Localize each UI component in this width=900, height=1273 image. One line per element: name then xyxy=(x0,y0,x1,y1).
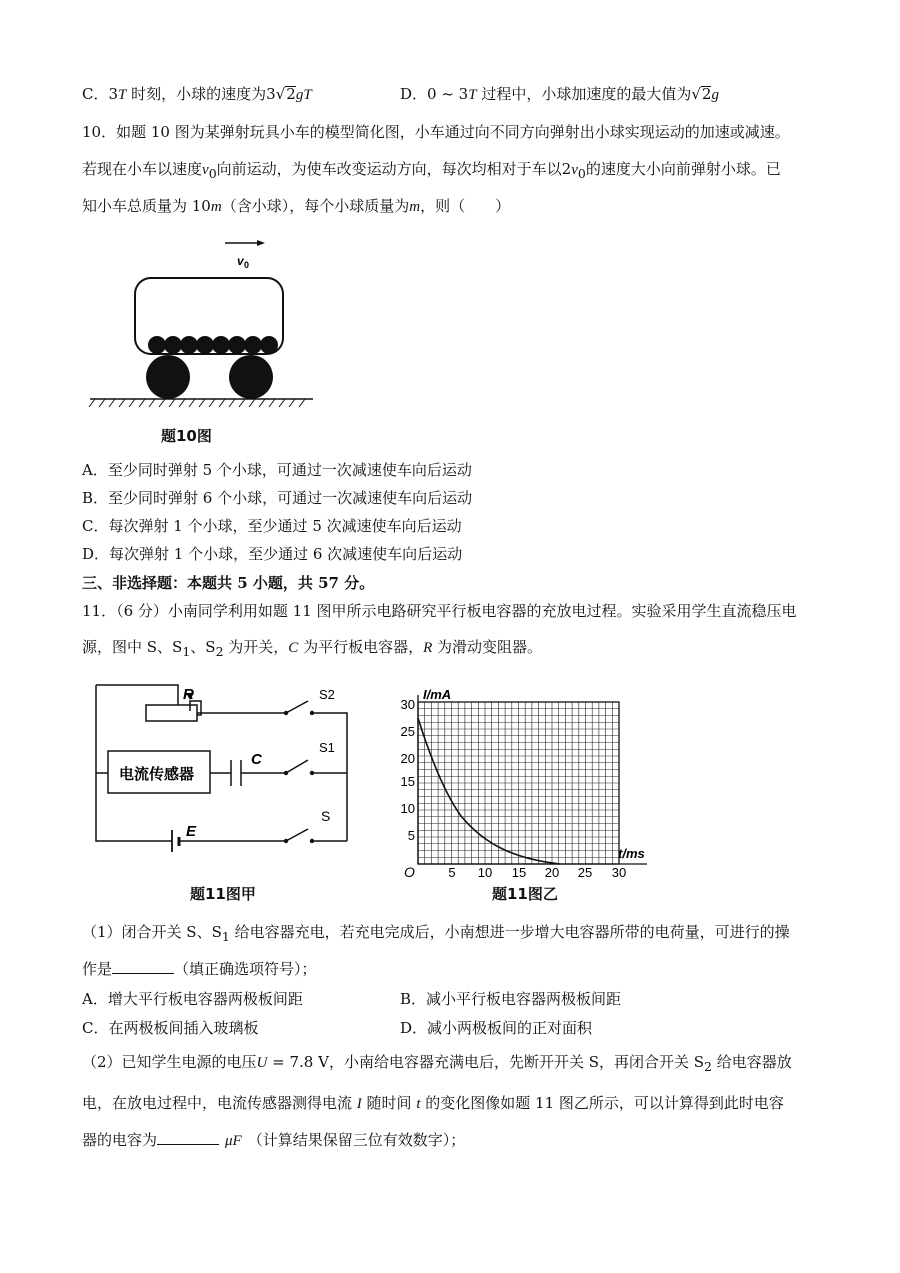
q10-stem-line1: 10．如题 10 图为某弹射玩具小车的模型简化图，小车通过向不同方向弹射出小球实现运动的加速或减速。 xyxy=(82,123,790,141)
q11-p1-option-a: A．增大平行板电容器两极板间距 xyxy=(82,990,303,1008)
q11-part2-line1: （2）已知学生电源的电压U = 7.8 V，小南给电容器充满电后，先断开开关 S，再闭合开关 $S_2$ 给电容器放 xyxy=(82,1053,792,1074)
q11-p1-option-d: D．减小两极板间的正对面积 xyxy=(400,1019,593,1037)
q10-stem-line3: 知小车总质量为 10m（含小球），每个小球质量为m，则（ ） xyxy=(82,197,511,215)
x-axis-label: t/ms xyxy=(618,846,645,861)
circuit-caption: 题11图甲 xyxy=(190,885,256,903)
x-tick-5: 5 xyxy=(448,865,456,880)
y-tick-5: 5 xyxy=(407,828,415,843)
y-tick-10: 10 xyxy=(400,801,415,816)
q10-option-d: D．每次弹射 1 个小球，至少通过 6 次减速使车向后运动 xyxy=(82,545,463,563)
x-tick-20: 20 xyxy=(544,865,560,880)
rear-wheel xyxy=(229,355,273,399)
velocity-arrowhead xyxy=(257,240,265,246)
q10-option-b: B．至少同时弹射 6 个小球，可通过一次减速使车向后运动 xyxy=(82,489,473,507)
x-tick-10: 10 xyxy=(477,865,493,880)
y-tick-15: 15 xyxy=(400,774,415,789)
switch-s2-label: S2 xyxy=(319,687,335,702)
q10-stem-line2: 若现在小车以速度$v_0$向前运动，为使车改变运动方向，每次均相对于车以$2v_0$的速度大小向前弹射小球。已 xyxy=(82,160,781,181)
q11-part2-line2: 电，在放电过程中，电流传感器测得电流 I 随时间 t 的变化图像如题 11 图乙所示，可以计算得到此时电容 xyxy=(82,1094,784,1112)
front-wheel xyxy=(146,355,190,399)
x-tick-15: 15 xyxy=(511,865,527,880)
q11-p1-option-b: B．减小平行板电容器两极板间距 xyxy=(400,990,622,1008)
balls-row xyxy=(148,336,278,354)
y-tick-30: 30 xyxy=(400,697,415,712)
q11-stem-line1: 11．（6 分）小南同学利用如题 11 图甲所示电路研究平行板电容器的充放电过程。实验采用学生直流稳压电 xyxy=(82,602,797,620)
q9-option-d: D．0 ~ 3T 过程中，小球加速度的最大值为√2g xyxy=(400,85,719,103)
q10-option-a: A．至少同时弹射 5 个小球，可通过一次减速使车向后运动 xyxy=(82,461,472,479)
emf-label: E xyxy=(186,823,197,840)
q10-car-figure xyxy=(85,235,315,410)
graph-grid xyxy=(418,702,619,864)
q11-current-time-graph xyxy=(385,685,685,885)
x-tick-30: 30 xyxy=(611,865,627,880)
section-heading: 三、非选择题：本题共 5 小题，共 57 分。 xyxy=(82,574,375,592)
switch-s1-label: S1 xyxy=(319,740,335,755)
y-tick-25: 25 xyxy=(400,724,415,739)
q11-circuit-diagram xyxy=(90,680,370,860)
y-tick-20: 20 xyxy=(400,751,415,766)
q11-part1-line2: 作是 （填正确选项符号）； xyxy=(82,960,317,978)
ground-hatch xyxy=(89,399,305,407)
velocity-label-sub: 0 xyxy=(244,260,250,270)
q9-option-c: C．3T 时刻，小球的速度为3√2gT xyxy=(82,85,312,103)
origin-label: O xyxy=(404,864,415,880)
switch-s-label: S xyxy=(321,808,331,824)
answer-blank-2[interactable] xyxy=(157,1131,219,1145)
current-sensor-label: 电流传感器 xyxy=(119,766,195,783)
graph-caption: 题11图乙 xyxy=(492,885,558,903)
q11-p1-option-c: C．在两极板间插入玻璃板 xyxy=(82,1019,259,1037)
q11-part1-line1: （1）闭合开关 S、$S_1$ 给电容器充电，若充电完成后，小南想进一步增大电容器所带的电荷量，可进行的操 xyxy=(82,923,790,944)
velocity-label: v xyxy=(237,254,244,268)
y-axis-label: I/mA xyxy=(423,687,452,702)
answer-blank-1[interactable] xyxy=(112,960,174,974)
q10-figure-caption: 题10图 xyxy=(161,427,212,445)
q10-option-c: C．每次弹射 1 个小球，至少通过 5 次减速使车向后运动 xyxy=(82,517,462,535)
q11-part2-line3: 器的电容为 μF （计算结果保留三位有效数字）； xyxy=(82,1131,466,1149)
capacitor-label: C xyxy=(251,751,262,768)
resistor-label: R xyxy=(183,686,194,703)
x-tick-25: 25 xyxy=(577,865,593,880)
q11-stem-line2: 源，图中 S、$S_1$、$S_2$ 为开关，C 为平行板电容器，R 为滑动变阻器。 xyxy=(82,638,543,659)
